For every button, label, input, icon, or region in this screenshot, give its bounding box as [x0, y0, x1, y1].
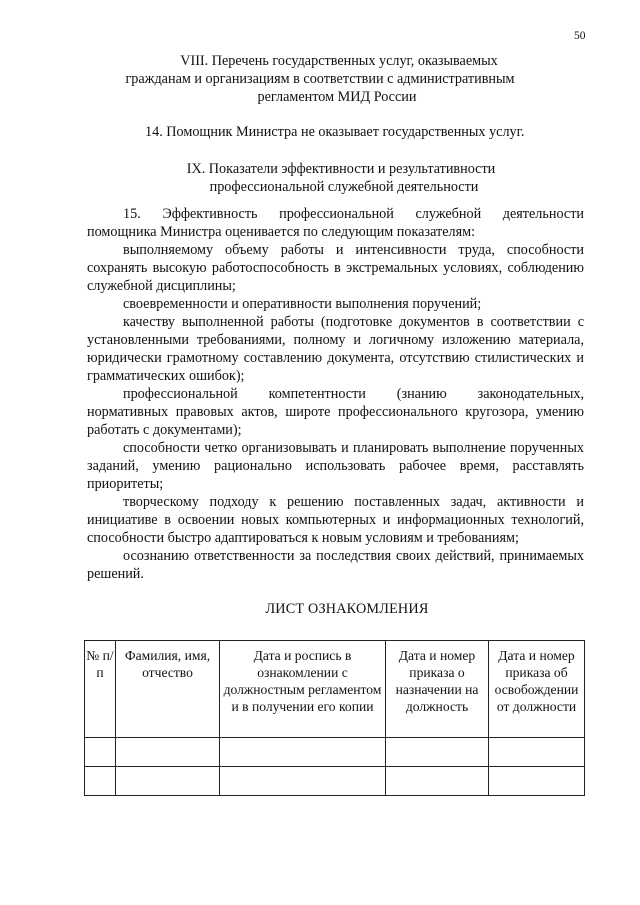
criterion-workload: выполняемому объему работы и интенсивности труда, способности сохранять высокую работоспособность в экстремальных условиях, соблюдению служебной дисциплины;: [87, 242, 584, 294]
section-8-heading: [0, 52, 640, 106]
table-cell[interactable]: [85, 767, 116, 796]
criterion-responsibility: осознанию ответственности за последствия своих действий, принимаемых решений.: [87, 548, 584, 582]
criterion-organization: способности четко организовывать и планировать выполнение порученных заданий, умению рационально использовать рабочее время, расставлять приоритеты;: [87, 440, 584, 492]
table-cell[interactable]: [386, 738, 489, 767]
section-9-body: [87, 205, 584, 583]
table-cell[interactable]: [85, 738, 116, 767]
table-cell[interactable]: [220, 767, 386, 796]
criterion-creativity: творческому подходу к решению поставленных задач, активности и инициативе в освоении новых компьютерных и информационных технологий, способности быстро адаптироваться к новым условиям и требованиям;: [87, 494, 584, 546]
table-cell[interactable]: [386, 767, 489, 796]
column-header-number: № п/п: [85, 641, 116, 738]
page-number: 50: [574, 30, 586, 42]
table-cell[interactable]: [489, 767, 585, 796]
table-row: [85, 767, 585, 796]
table-cell[interactable]: [116, 738, 220, 767]
acknowledgement-table: [84, 640, 585, 796]
criterion-quality: качеству выполненной работы (подготовке документов в соответствии с установленными требованиями, полному и логичному изложению материала, юридически грамотному составлению документа, отсутствию стилистических и грамматических ошибок);: [87, 314, 584, 384]
section-8-heading-line: регламентом МИД России: [257, 89, 417, 105]
acknowledgement-sheet-title-text: ЛИСТ ОЗНАКОМЛЕНИЯ: [265, 601, 429, 617]
section-9-heading: [0, 160, 640, 196]
table-cell[interactable]: [489, 738, 585, 767]
acknowledgement-sheet-title: [0, 601, 640, 618]
section-8-heading-line: гражданам и организациям в соответствии с административным: [125, 71, 515, 87]
table-cell[interactable]: [220, 738, 386, 767]
column-header-dismissal-order: Дата и номер приказа об освобождении от должности: [489, 641, 585, 738]
criterion-competence: профессиональной компетентности (знанию законодательных, нормативных правовых актов, широте профессионального кругозора, умению работать с документами);: [87, 386, 584, 438]
column-header-full-name: Фамилия, имя, отчество: [116, 641, 220, 738]
section-9-heading-line: IX. Показатели эффективности и результативности: [186, 161, 496, 177]
criterion-timeliness: своевременности и оперативности выполнения поручений;: [123, 296, 482, 312]
column-header-acknowledgement-date: Дата и роспись в ознакомлении с должностным регламентом и в получении его копии: [220, 641, 386, 738]
table-header-row: [85, 641, 585, 738]
column-header-appointment-order: Дата и номер приказа о назначении на должность: [386, 641, 489, 738]
table-row: [85, 738, 585, 767]
section-8-paragraph: 14. Помощник Министра не оказывает государственных услуг.: [145, 124, 525, 140]
paragraph-intro: 15. Эффективность профессиональной служебной деятельности помощника Министра оценивается по следующим показателям:: [87, 206, 584, 240]
section-9-heading-line: профессиональной служебной деятельности: [209, 179, 479, 195]
section-8-heading-line: VIII. Перечень государственных услуг, оказываемых: [180, 53, 498, 69]
table-cell[interactable]: [116, 767, 220, 796]
